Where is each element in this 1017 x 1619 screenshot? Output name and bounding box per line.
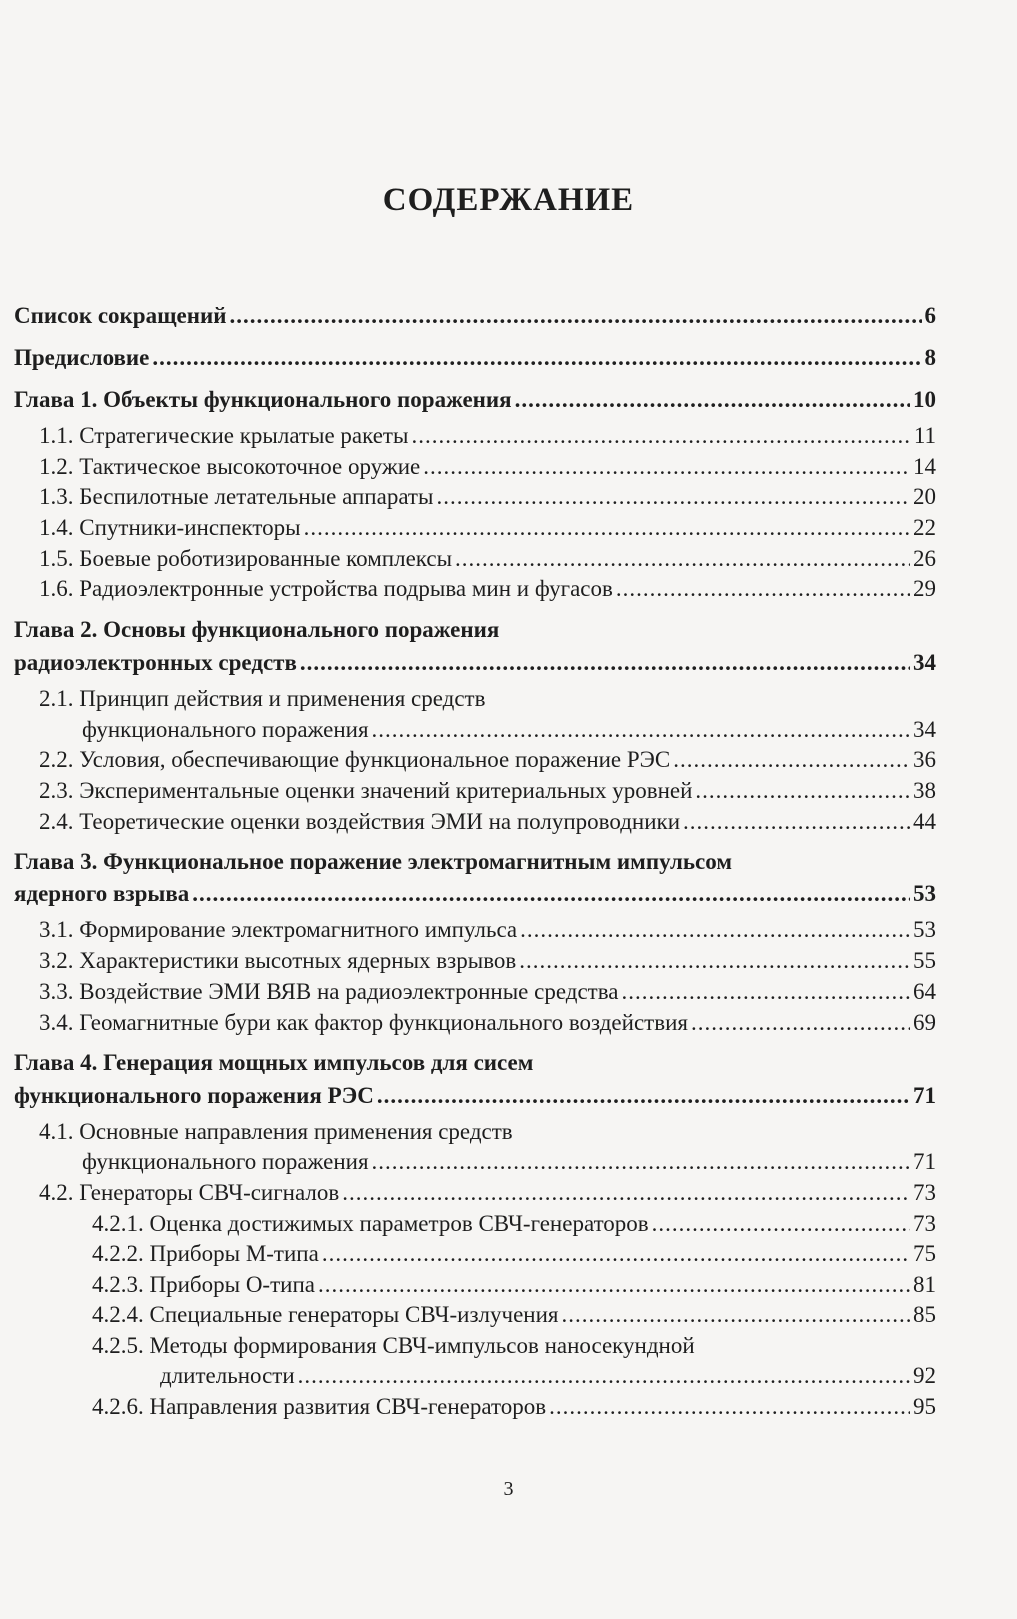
toc-entry-label: 4.2.3. Приборы О-типа — [92, 1272, 315, 1297]
toc-entry-label: 4.2.4. Специальные генераторы СВЧ-излучения — [92, 1302, 559, 1327]
dot-leader — [372, 714, 910, 745]
toc-entry-label: 2.4. Теоретические оценки воздействия ЭМИ на полупроводники — [39, 809, 681, 834]
toc-entry-page: 53 — [913, 881, 936, 906]
dot-leader — [411, 420, 910, 451]
dot-leader — [342, 1177, 910, 1208]
toc-entry-3-4[interactable] — [39, 1007, 936, 1038]
toc-entry-3-2[interactable] — [39, 945, 936, 976]
dot-leader — [436, 481, 910, 512]
toc-entry-2-2[interactable] — [39, 744, 936, 775]
toc-entry-chapter-4[interactable] — [14, 1080, 936, 1111]
toc-entry-page: 55 — [913, 948, 936, 973]
toc-entry-page: 14 — [913, 454, 936, 479]
toc-entry-label: 1.2. Тактическое высокоточное оружие — [39, 454, 421, 479]
toc-entry-4-2[interactable] — [39, 1177, 936, 1208]
toc-entry-label: функционального поражения — [82, 1149, 369, 1174]
dot-leader — [455, 543, 910, 574]
dot-leader — [515, 384, 910, 415]
toc-entry-2-1-line1: 2.1. Принцип действия и применения средств — [39, 686, 486, 711]
toc-entry-label: ядерного взрыва — [14, 881, 190, 906]
dot-leader — [683, 806, 910, 837]
toc-entry-page: 8 — [924, 345, 936, 370]
toc-entry-chapter-4-line1: Глава 4. Генерация мощных импульсов для сисем — [14, 1050, 534, 1075]
toc-entry-page: 10 — [913, 387, 936, 412]
page-title: СОДЕРЖАНИЕ — [382, 182, 635, 218]
toc-entry-page: 69 — [913, 1010, 936, 1035]
toc-entry-page: 44 — [913, 809, 936, 834]
dot-leader — [322, 1238, 910, 1269]
toc-entry-4-2-5[interactable] — [160, 1360, 936, 1391]
toc-entry-chapter-1[interactable] — [14, 384, 936, 415]
toc-entry-page: 75 — [913, 1241, 936, 1266]
toc-entry-label: 1.4. Спутники-инспекторы — [39, 515, 301, 540]
toc-entry-3-1[interactable] — [39, 914, 936, 945]
toc-entry-4-2-1[interactable] — [92, 1208, 936, 1239]
toc-entry-chapter-3-line1: Глава 3. Функциональное поражение электромагнитным импульсом — [14, 849, 732, 874]
toc-entry-4-1[interactable] — [82, 1146, 936, 1177]
toc-entry-page: 71 — [913, 1083, 936, 1108]
toc-entry-4-2-6[interactable] — [92, 1391, 936, 1422]
toc-entry-page: 85 — [913, 1302, 936, 1327]
toc-entry-1-3[interactable] — [39, 481, 936, 512]
dot-leader — [519, 945, 910, 976]
toc-entry-1-4[interactable] — [39, 512, 936, 543]
toc-entry-page: 92 — [913, 1363, 936, 1388]
toc-entry-label: Глава 1. Объекты функционального поражения — [14, 387, 512, 412]
dot-leader — [229, 300, 921, 331]
toc-entry-label: 2.3. Экспериментальные оценки значений критериальных уровней — [39, 778, 693, 803]
toc-entry-2-4[interactable] — [39, 806, 936, 837]
toc-entry-preface[interactable] — [14, 342, 936, 373]
toc-entry-4-2-5-line1: 4.2.5. Методы формирования СВЧ-импульсов наносекундной — [92, 1333, 695, 1358]
toc-entry-chapter-2-line1: Глава 2. Основы функционального поражения — [14, 617, 500, 642]
toc-entry-chapter-2[interactable] — [14, 647, 936, 678]
dot-leader — [616, 573, 910, 604]
toc-entry-label: 4.2. Генераторы СВЧ-сигналов — [39, 1180, 340, 1205]
toc-entry-label: 4.2.6. Направления развития СВЧ-генераторов — [92, 1394, 547, 1419]
dot-leader — [318, 1269, 910, 1300]
toc-entry-label: 1.5. Боевые роботизированные комплексы — [39, 546, 453, 571]
toc-entry-page: 6 — [924, 303, 936, 328]
toc-entry-page: 34 — [913, 717, 936, 742]
dot-leader — [377, 1080, 910, 1111]
toc-entry-page: 53 — [913, 917, 936, 942]
toc-entry-4-2-3[interactable] — [92, 1269, 936, 1300]
page-number: 3 — [503, 1478, 514, 1500]
toc-entry-page: 26 — [913, 546, 936, 571]
toc-entry-label: 1.6. Радиоэлектронные устройства подрыва мин и фугасов — [39, 576, 613, 601]
dot-leader — [152, 342, 921, 373]
toc-entry-1-2[interactable] — [39, 451, 936, 482]
toc-entry-1-6[interactable] — [39, 573, 936, 604]
toc-entry-page: 81 — [913, 1272, 936, 1297]
dot-leader — [691, 1007, 910, 1038]
toc-entry-label: 1.3. Беспилотные летательные аппараты — [39, 484, 434, 509]
dot-leader — [298, 1360, 910, 1391]
toc-entry-abbreviations[interactable] — [14, 300, 936, 331]
toc-entry-label: 3.3. Воздействие ЭМИ ВЯВ на радиоэлектронные средства — [39, 979, 619, 1004]
toc-entry-label: Предисловие — [14, 345, 150, 370]
dot-leader — [561, 1299, 910, 1330]
toc-entry-label: функционального поражения РЭС — [14, 1083, 374, 1108]
toc-entry-page: 29 — [913, 576, 936, 601]
toc-entry-page: 38 — [913, 778, 936, 803]
dot-leader — [695, 775, 910, 806]
toc-entry-page: 73 — [913, 1180, 936, 1205]
toc-entry-label: 3.1. Формирование электромагнитного импульса — [39, 917, 518, 942]
toc-entry-page: 64 — [913, 979, 936, 1004]
toc-entry-4-2-2[interactable] — [92, 1238, 936, 1269]
dot-leader — [423, 451, 910, 482]
toc-entry-label: 4.2.1. Оценка достижимых параметров СВЧ-генераторов — [92, 1211, 649, 1236]
dot-leader — [549, 1391, 910, 1422]
toc-entry-label: 1.1. Стратегические крылатые ракеты — [39, 423, 409, 448]
toc-entry-page: 95 — [913, 1394, 936, 1419]
toc-entry-2-3[interactable] — [39, 775, 936, 806]
dot-leader — [300, 647, 910, 678]
toc-entry-page: 36 — [913, 747, 936, 772]
dot-leader — [304, 512, 910, 543]
toc-entry-page: 20 — [913, 484, 936, 509]
toc-entry-page: 34 — [913, 650, 936, 675]
toc-entry-page: 11 — [913, 423, 936, 448]
toc-entry-label: радиоэлектронных средств — [14, 650, 297, 675]
toc-entry-label: 3.2. Характеристики высотных ядерных взрывов — [39, 948, 517, 973]
dot-leader — [192, 878, 910, 909]
toc-entry-page: 73 — [913, 1211, 936, 1236]
dot-leader — [520, 914, 910, 945]
toc-entry-label: 3.4. Геомагнитные бури как фактор функционального воздействия — [39, 1010, 688, 1035]
toc-entry-label: функционального поражения — [82, 717, 369, 742]
toc-entry-label: 4.2.2. Приборы М-типа — [92, 1241, 319, 1266]
toc-entry-4-2-4[interactable] — [92, 1299, 936, 1330]
toc-entry-chapter-3[interactable] — [14, 878, 936, 909]
dot-leader — [673, 744, 910, 775]
toc-entry-1-5[interactable] — [39, 543, 936, 574]
toc-entry-page: 71 — [913, 1149, 936, 1174]
toc-entry-1-1[interactable] — [39, 420, 936, 451]
toc-entry-4-1-line1: 4.1. Основные направления применения средств — [39, 1119, 513, 1144]
dot-leader — [652, 1208, 910, 1239]
toc-entry-3-3[interactable] — [39, 976, 936, 1007]
toc-entry-label: Список сокращений — [14, 303, 227, 328]
toc-entry-label: 2.2. Условия, обеспечивающие функциональное поражение РЭС — [39, 747, 671, 772]
toc-entry-2-1[interactable] — [82, 714, 936, 745]
dot-leader — [621, 976, 910, 1007]
toc-entry-page: 22 — [913, 515, 936, 540]
toc-entry-label: длительности — [160, 1363, 295, 1388]
dot-leader — [372, 1146, 910, 1177]
